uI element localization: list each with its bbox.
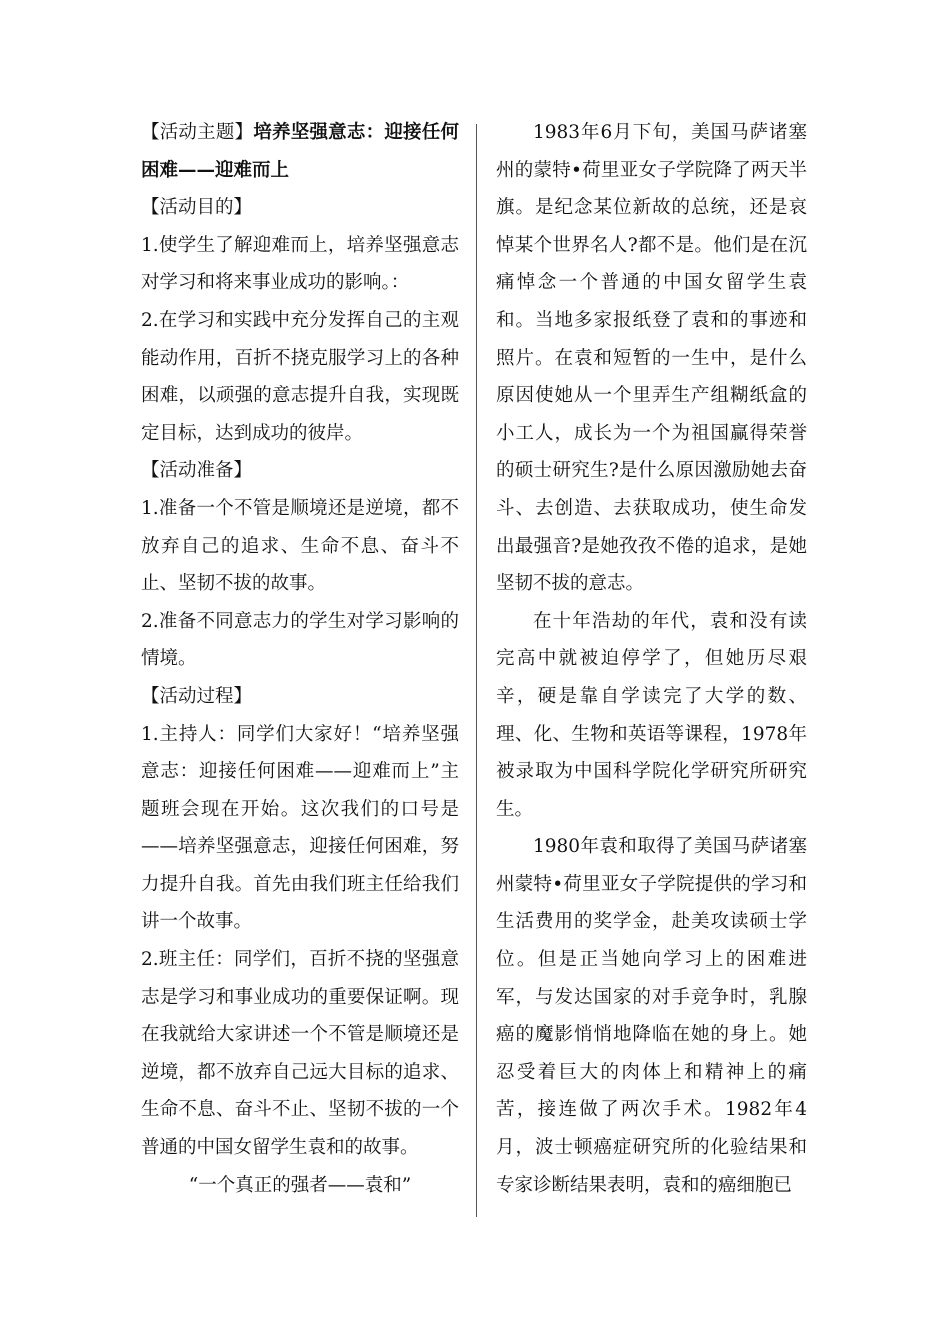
story-title: “一个真正的强者——袁和”: [188, 1174, 412, 1196]
story-paragraph-1: 1983年6月下旬，美国马萨诸塞州的蒙特•荷里亚女子学院降了两天半旗。是纪念某位新故的总统，还是哀悼某个世界名人?都不是。他们是在沉痛悼念一个普通的中国女留学生袁和。当地多家报纸登了袁和的事迹和照片。在袁和短暂的一生中，是什么原因使她从一个里弄生产组糊纸盒的小工人，成长为一个为祖国赢得荣誉的硕士研究生?是什么原因激励她去奋斗、去创造、去获取成功，使生命发出最强音?是她孜孜不倦的追求，是她坚韧不拔的意志。: [496, 122, 807, 595]
theme-title: 培养坚强意志：迎接任何困难——迎难而上: [141, 122, 459, 181]
prep-heading: 【活动准备】: [141, 460, 253, 482]
purpose-item-1: 1.使学生了解迎难而上，培养坚强意志对学习和将来事业成功的影响。：: [141, 234, 459, 294]
left-column: [141, 114, 459, 1204]
right-column: [496, 114, 807, 1204]
process-item-1: 1.主持人：同学们大家好！“培养坚强意志：迎接任何困难——迎难而上”主题班会现在开始。这次我们的口号是——培养坚强意志，迎接任何困难，努力提升自我。首先由我们班主任给我们讲一个故事。: [141, 723, 459, 933]
theme-label: 【活动主题】: [141, 122, 254, 143]
column-divider: [476, 124, 477, 1217]
story-paragraph-3: 1980年袁和取得了美国马萨诸塞州蒙特•荷里亚女子学院提供的学习和生活费用的奖学金，赴美攻读硕士学位。但是正当她向学习上的困难进军，与发达国家的对手竞争时，乳腺癌的魔影悄悄地降临在她的身上。她忍受着巨大的肉体上和精神上的痛苦，接连做了两次手术。1982年4月，波士顿癌症研究所的化验结果和专家诊断结果表明，袁和的癌细胞已: [496, 836, 807, 1196]
story-paragraph-2: 在十年浩劫的年代，袁和没有读完高中就被迫停学了，但她历尽艰辛，硬是靠自学读完了大学的数、理、化、生物和英语等课程，1978年被录取为中国科学院化学研究所研究生。: [496, 610, 807, 820]
purpose-heading: 【活动目的】: [141, 197, 253, 219]
prep-item-1: 1.准备一个不管是顺境还是逆境，都不放弃自己的追求、生命不息、奋斗不止、坚韧不拔的故事。: [141, 497, 459, 595]
prep-item-2: 2.准备不同意志力的学生对学习影响的情境。: [141, 610, 459, 670]
process-heading: 【活动过程】: [141, 685, 253, 707]
activity-theme: [141, 114, 459, 189]
purpose-item-2: 2.在学习和实践中充分发挥自己的主观能动作用，百折不挠克服学习上的各种困难，以顽强的意志提升自我，实现既定目标，达到成功的彼岸。: [141, 309, 459, 444]
process-item-2: 2.班主任：同学们，百折不挠的坚强意志是学习和事业成功的重要保证啊。现在我就给大家讲述一个不管是顺境还是逆境，都不放弃自己远大目标的追求、生命不息、奋斗不止、坚韧不拔的一个普通的中国女留学生袁和的故事。: [141, 949, 459, 1159]
